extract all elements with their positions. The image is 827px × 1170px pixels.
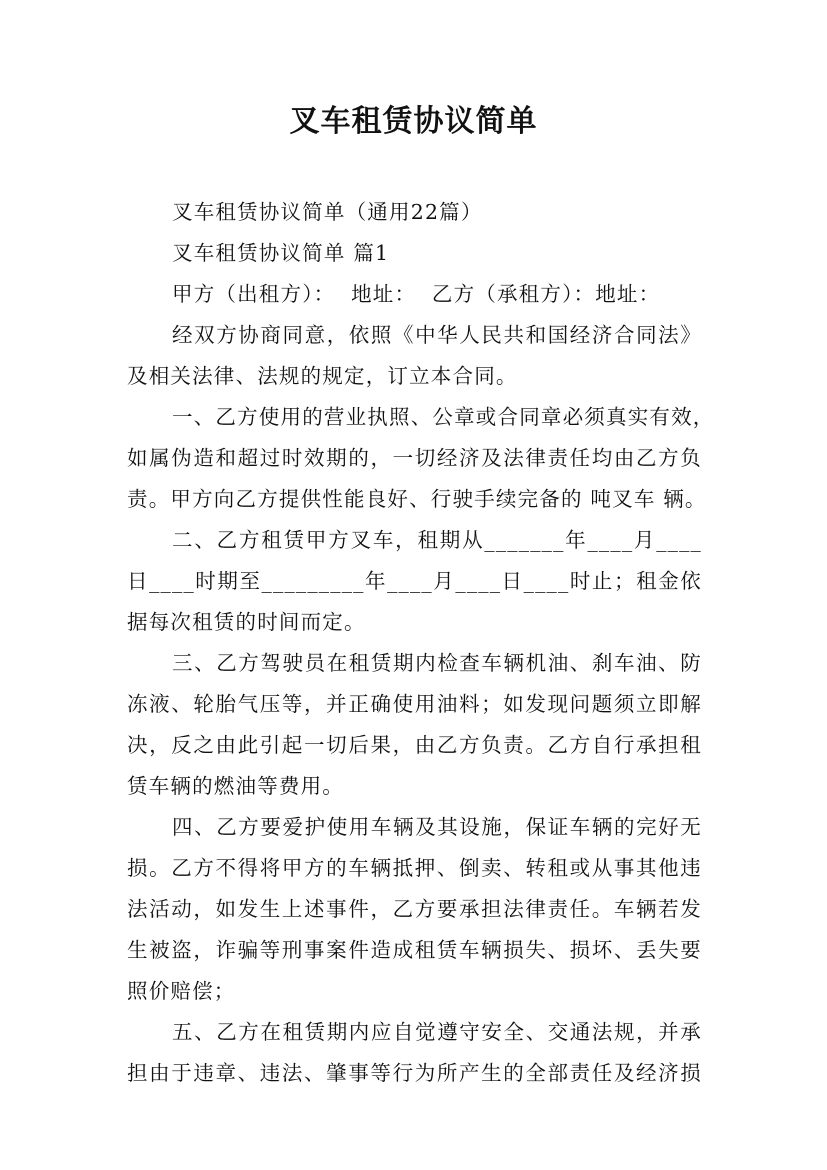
paragraph-line: 如属伪造和超过时效期的，一切经济及法律责任均由乙方负 — [127, 446, 702, 470]
paragraph-line: 照价赔偿； — [127, 979, 236, 1003]
document-body — [127, 192, 715, 1094]
paragraph-line: 五、乙方在租赁期内应自觉遵守安全、交通法规，并承 — [172, 1020, 702, 1044]
paragraph-line: 经双方协商同意，依照《中华人民共和国经济合同法》 — [172, 323, 702, 347]
paragraph-line: 赁车辆的燃油等费用。 — [127, 774, 344, 798]
paragraph-line: 担由于违章、违法、肇事等行为所产生的全部责任及经济损 — [127, 1061, 702, 1085]
parties-line: 甲方（出租方）： 地址： 乙方（承租方）：地址： — [172, 282, 661, 306]
paragraph-line: 四、乙方要爱护使用车辆及其设施，保证车辆的完好无 — [172, 815, 702, 839]
section-heading: 叉车租赁协议简单 篇1 — [172, 241, 390, 265]
paragraph-line: 一、乙方使用的营业执照、公章或合同章必须真实有效， — [172, 405, 715, 429]
paragraph-line: 冻液、轮胎气压等，并正确使用油料；如发现问题须立即解 — [127, 692, 702, 716]
subtitle-line: 叉车租赁协议简单（通用22篇） — [172, 200, 483, 224]
paragraph-line: 及相关法律、法规的规定，订立本合同。 — [127, 364, 518, 388]
paragraph-line: 决，反之由此引起一切后果，由乙方负责。乙方自行承担租 — [127, 733, 702, 757]
paragraph-line: 生被盗，诈骗等刑事案件造成租赁车辆损失、损坏、丢失要 — [127, 938, 702, 962]
paragraph-line: 据每次租赁的时间而定。 — [127, 610, 366, 634]
paragraph-line: 责。甲方向乙方提供性能良好、行驶手续完备的 吨叉车 辆。 — [127, 487, 707, 511]
paragraph-line: 二、乙方租赁甲方叉车，租期从_______年____月____ — [172, 528, 702, 552]
paragraph-line: 损。乙方不得将甲方的车辆抵押、倒卖、转租或从事其他违 — [127, 856, 702, 880]
paragraph-line: 日____时期至_________年____月____日____时止；租金依 — [127, 569, 702, 593]
document-title: 叉车租赁协议简单 — [289, 104, 538, 139]
paragraph-line: 法活动，如发生上述事件，乙方要承担法律责任。车辆若发 — [127, 897, 702, 921]
paragraph-line: 三、乙方驾驶员在租赁期内检查车辆机油、刹车油、防 — [172, 651, 702, 675]
